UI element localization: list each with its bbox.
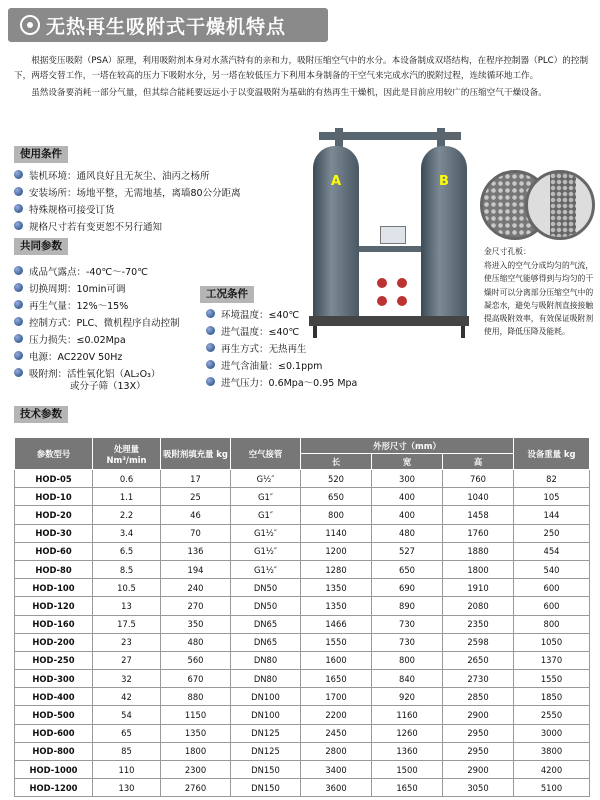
table-cell: 144 [514, 506, 590, 524]
table-cell: 110 [93, 761, 161, 779]
table-cell: HOD-05 [15, 470, 93, 488]
table-cell: G1″ [231, 488, 301, 506]
table-cell: 2350 [443, 615, 514, 633]
table-cell: HOD-120 [15, 597, 93, 615]
table-cell: 840 [372, 670, 443, 688]
table-cell: 2950 [443, 742, 514, 760]
col-adsorbent: 吸附剂填充量 kg [161, 438, 231, 470]
table-row [15, 761, 590, 779]
table-cell: 880 [161, 688, 231, 706]
table-cell: 2650 [443, 651, 514, 669]
table-cell: 23 [93, 633, 161, 651]
table-row [15, 615, 590, 633]
table-cell: 27 [93, 651, 161, 669]
table-cell: 1040 [443, 488, 514, 506]
table-row [15, 524, 590, 542]
table-cell: 350 [161, 615, 231, 633]
table-cell: HOD-300 [15, 670, 93, 688]
table-cell: 46 [161, 506, 231, 524]
table-cell: 1200 [301, 542, 372, 560]
work-heading: 工况条件 [200, 286, 254, 303]
table-cell: 600 [514, 579, 590, 597]
bullet-icon [14, 368, 23, 377]
list-item: 装机环境：通风良好且无灰尘、油丙之杨所 [14, 166, 241, 183]
table-cell: 1370 [514, 651, 590, 669]
table-cell: 1910 [443, 579, 514, 597]
table-cell: G1½″ [231, 560, 301, 578]
table-cell: 300 [372, 470, 443, 488]
table-cell: 800 [301, 506, 372, 524]
bullet-icon [206, 326, 215, 335]
bullet-icon [14, 300, 23, 309]
table-row [15, 670, 590, 688]
bullet-icon [14, 317, 23, 326]
table-cell: 1350 [301, 579, 372, 597]
bullet-icon [14, 283, 23, 292]
usage-heading: 使用条件 [14, 146, 68, 163]
usage-list [14, 166, 241, 234]
common-list [14, 262, 180, 381]
table-cell: 920 [372, 688, 443, 706]
list-item: 切换周期：10min可调 [14, 279, 180, 296]
table-cell: 730 [372, 633, 443, 651]
plate-caption [484, 245, 600, 339]
table-cell: 2900 [443, 706, 514, 724]
col-model: 参数型号 [15, 438, 93, 470]
table-cell: 1160 [372, 706, 443, 724]
list-item: 进气含油量：≤0.1ppm [206, 356, 357, 373]
table-cell: HOD-200 [15, 633, 93, 651]
list-item: 进气压力：0.6Mpa～0.95 Mpa [206, 373, 357, 390]
table-cell: 3800 [514, 742, 590, 760]
table-cell: 1260 [372, 724, 443, 742]
table-cell: 1140 [301, 524, 372, 542]
table-cell: 2598 [443, 633, 514, 651]
bullet-icon [14, 170, 23, 179]
table-cell: 1650 [301, 670, 372, 688]
table-cell: 85 [93, 742, 161, 760]
table-cell: 600 [514, 597, 590, 615]
spec-table [14, 437, 590, 797]
table-cell: 42 [93, 688, 161, 706]
table-cell: 650 [301, 488, 372, 506]
table-cell: 250 [514, 524, 590, 542]
table-cell: 1280 [301, 560, 372, 578]
table-row [15, 488, 590, 506]
table-row [15, 579, 590, 597]
intro-paragraph-2: 虽然设备要消耗一部分气量，但其综合能耗要远远小于以变温吸附为基础的有热再生干燥机，因此是目前应用较广的压缩空气干燥设备。 [31, 88, 547, 98]
table-cell: HOD-250 [15, 651, 93, 669]
adsorbent-alt: 或分子筛（13X） [70, 381, 146, 392]
table-header-row [15, 438, 590, 454]
list-item: 控制方式：PLC、微机程序自动控制 [14, 313, 180, 330]
valve-group [373, 274, 413, 310]
table-cell: 1880 [443, 542, 514, 560]
table-cell: 1700 [301, 688, 372, 706]
table-cell: 82 [514, 470, 590, 488]
middle-pipe [359, 246, 421, 252]
tube-sheet-image [525, 170, 595, 240]
table-body [15, 470, 590, 797]
bullet-icon [14, 187, 23, 196]
table-cell: G½″ [231, 470, 301, 488]
table-cell: DN50 [231, 579, 301, 597]
list-item: 吸附剂：活性氧化铝（AL₂O₃） [14, 364, 180, 381]
table-cell: 17.5 [93, 615, 161, 633]
table-cell: 2200 [301, 706, 372, 724]
col-length: 长 [301, 454, 372, 470]
table-cell: HOD-400 [15, 688, 93, 706]
table-cell: 1800 [443, 560, 514, 578]
table-cell: 690 [372, 579, 443, 597]
list-item: 规格尺寸若有变更恕不另行通知 [14, 217, 241, 234]
table-cell: 2080 [443, 597, 514, 615]
table-cell: 480 [372, 524, 443, 542]
table-cell: 400 [372, 488, 443, 506]
table-row [15, 779, 590, 797]
table-cell: 1.1 [93, 488, 161, 506]
table-cell: DN100 [231, 706, 301, 724]
list-item: 进气温度：≤40℃ [206, 322, 357, 339]
table-row [15, 706, 590, 724]
tech-heading: 技术参数 [14, 406, 68, 423]
table-cell: 5100 [514, 779, 590, 797]
table-cell: 520 [301, 470, 372, 488]
table-cell: HOD-500 [15, 706, 93, 724]
table-cell: 560 [161, 651, 231, 669]
table-cell: 800 [514, 615, 590, 633]
table-cell: 1458 [443, 506, 514, 524]
table-cell: 270 [161, 597, 231, 615]
table-cell: DN80 [231, 670, 301, 688]
table-cell: 800 [372, 651, 443, 669]
table-cell: 1350 [161, 724, 231, 742]
table-cell: 1800 [161, 742, 231, 760]
table-cell: 13 [93, 597, 161, 615]
table-cell: DN150 [231, 779, 301, 797]
table-cell: 1360 [372, 742, 443, 760]
list-item: 再生气量：12%～15% [14, 296, 180, 313]
table-row [15, 742, 590, 760]
bullet-icon [14, 351, 23, 360]
table-cell: DN80 [231, 651, 301, 669]
table-cell: 2450 [301, 724, 372, 742]
table-cell: 1350 [301, 597, 372, 615]
table-cell: 4200 [514, 761, 590, 779]
table-cell: 130 [93, 779, 161, 797]
table-cell: 650 [372, 560, 443, 578]
table-cell: 3.4 [93, 524, 161, 542]
table-cell: 890 [372, 597, 443, 615]
table-cell: G1½″ [231, 524, 301, 542]
table-cell: 2.2 [93, 506, 161, 524]
table-cell: HOD-1000 [15, 761, 93, 779]
table-cell: 2730 [443, 670, 514, 688]
table-cell: HOD-10 [15, 488, 93, 506]
table-cell: G1″ [231, 506, 301, 524]
table-cell: 105 [514, 488, 590, 506]
control-panel [380, 226, 406, 244]
table-cell: 1466 [301, 615, 372, 633]
table-cell: 240 [161, 579, 231, 597]
table-cell: 0.6 [93, 470, 161, 488]
table-cell: DN125 [231, 742, 301, 760]
table-cell: 3400 [301, 761, 372, 779]
table-cell: 2760 [161, 779, 231, 797]
table-cell: 1150 [161, 706, 231, 724]
table-cell: 136 [161, 542, 231, 560]
table-cell: HOD-1200 [15, 779, 93, 797]
table-cell: 32 [93, 670, 161, 688]
bullet-icon [14, 221, 23, 230]
table-cell: 1500 [372, 761, 443, 779]
table-cell: 2300 [161, 761, 231, 779]
table-cell: 2950 [443, 724, 514, 742]
list-item: 电源：AC220V 50Hz [14, 347, 180, 364]
table-cell: 2800 [301, 742, 372, 760]
bullet-icon [206, 377, 215, 386]
table-cell: HOD-100 [15, 579, 93, 597]
col-connection: 空气接管 [231, 438, 301, 470]
plate-title: 金尺寸孔板： [484, 247, 531, 256]
col-flow: 处理量 Nm³/min [93, 438, 161, 470]
table-cell: 2550 [514, 706, 590, 724]
table-cell: HOD-20 [15, 506, 93, 524]
table-cell: HOD-80 [15, 560, 93, 578]
tank-b: B [421, 146, 467, 324]
table-cell: 1550 [301, 633, 372, 651]
tank-a: A [313, 146, 359, 324]
table-cell: 194 [161, 560, 231, 578]
table-cell: 480 [161, 633, 231, 651]
table-cell: 3000 [514, 724, 590, 742]
table-cell: HOD-800 [15, 742, 93, 760]
table-cell: 54 [93, 706, 161, 724]
list-item: 特殊规格可接受订货 [14, 200, 241, 217]
table-row [15, 688, 590, 706]
table-cell: HOD-60 [15, 542, 93, 560]
table-cell: 1600 [301, 651, 372, 669]
table-cell: 2900 [443, 761, 514, 779]
table-cell: 454 [514, 542, 590, 560]
list-item: 压力损失：≤0.02Mpa [14, 330, 180, 347]
table-cell: DN100 [231, 688, 301, 706]
table-cell: 70 [161, 524, 231, 542]
table-cell: DN150 [231, 761, 301, 779]
col-height: 高 [443, 454, 514, 470]
table-cell: 670 [161, 670, 231, 688]
list-item: 环境温度：≤40℃ [206, 305, 357, 322]
table-cell: HOD-600 [15, 724, 93, 742]
table-cell: 2850 [443, 688, 514, 706]
list-item: 成品气露点：-40℃～-70℃ [14, 262, 180, 279]
table-cell: 1760 [443, 524, 514, 542]
table-cell: 8.5 [93, 560, 161, 578]
table-cell: 3050 [443, 779, 514, 797]
table-cell: 17 [161, 470, 231, 488]
intro-paragraph-1: 根据变压吸附（PSA）原理，利用吸附剂本身对水蒸汽特有的亲和力，吸附压缩空气中的水分。本设备制成双塔结构，在程序控制器（PLC）的控制下，两塔交替工作，一塔在较高的压力下吸附水分，另一塔在较低压力下利用本身制备的干空气来完成水汽的脱附过程，连续循环地工作。 [14, 56, 589, 81]
common-heading: 共同参数 [14, 238, 68, 255]
plate-text: 将进入的空气分成均匀的气流，使压缩空气能够得到与均匀的干燥时可以分离部分压缩空气中的凝恋水，避免与吸附剂直接接触提高吸附效率，有效保证吸附剂使用，降低压降及能耗。 [484, 261, 594, 337]
page-title: 无热再生吸附式干燥机特点 [46, 15, 287, 38]
table-cell: 527 [372, 542, 443, 560]
table-cell: 1050 [514, 633, 590, 651]
table-cell: 3600 [301, 779, 372, 797]
table-row [15, 597, 590, 615]
table-cell: 65 [93, 724, 161, 742]
col-weight: 设备重量 kg [514, 438, 590, 470]
intro-text [14, 54, 589, 103]
table-cell: 6.5 [93, 542, 161, 560]
table-cell: 1650 [372, 779, 443, 797]
table-cell: DN65 [231, 633, 301, 651]
bullet-icon [206, 360, 215, 369]
col-width: 宽 [372, 454, 443, 470]
table-cell: 400 [372, 506, 443, 524]
table-row [15, 651, 590, 669]
table-cell: DN125 [231, 724, 301, 742]
target-icon [20, 15, 40, 35]
bullet-icon [206, 343, 215, 352]
table-cell: 10.5 [93, 579, 161, 597]
table-row [15, 542, 590, 560]
work-list [206, 305, 357, 390]
table-row [15, 633, 590, 651]
table-cell: 1850 [514, 688, 590, 706]
table-row [15, 506, 590, 524]
table-row [15, 724, 590, 742]
table-cell: 540 [514, 560, 590, 578]
table-cell: 25 [161, 488, 231, 506]
table-cell: 760 [443, 470, 514, 488]
list-item: 再生方式：无热再生 [206, 339, 357, 356]
table-cell: 730 [372, 615, 443, 633]
table-row [15, 470, 590, 488]
list-item: 安装场所：场地平整，无需地基，离墙80公分距离 [14, 183, 241, 200]
table-cell: G1½″ [231, 542, 301, 560]
table-cell: DN65 [231, 615, 301, 633]
table-cell: 1550 [514, 670, 590, 688]
bullet-icon [14, 204, 23, 213]
table-cell: DN50 [231, 597, 301, 615]
bullet-icon [14, 334, 23, 343]
bullet-icon [206, 309, 215, 318]
table-cell: HOD-30 [15, 524, 93, 542]
bullet-icon [14, 266, 23, 275]
table-row [15, 560, 590, 578]
col-dims: 外形尺寸（mm） [301, 438, 514, 454]
title-banner [8, 8, 328, 42]
table-cell: HOD-160 [15, 615, 93, 633]
